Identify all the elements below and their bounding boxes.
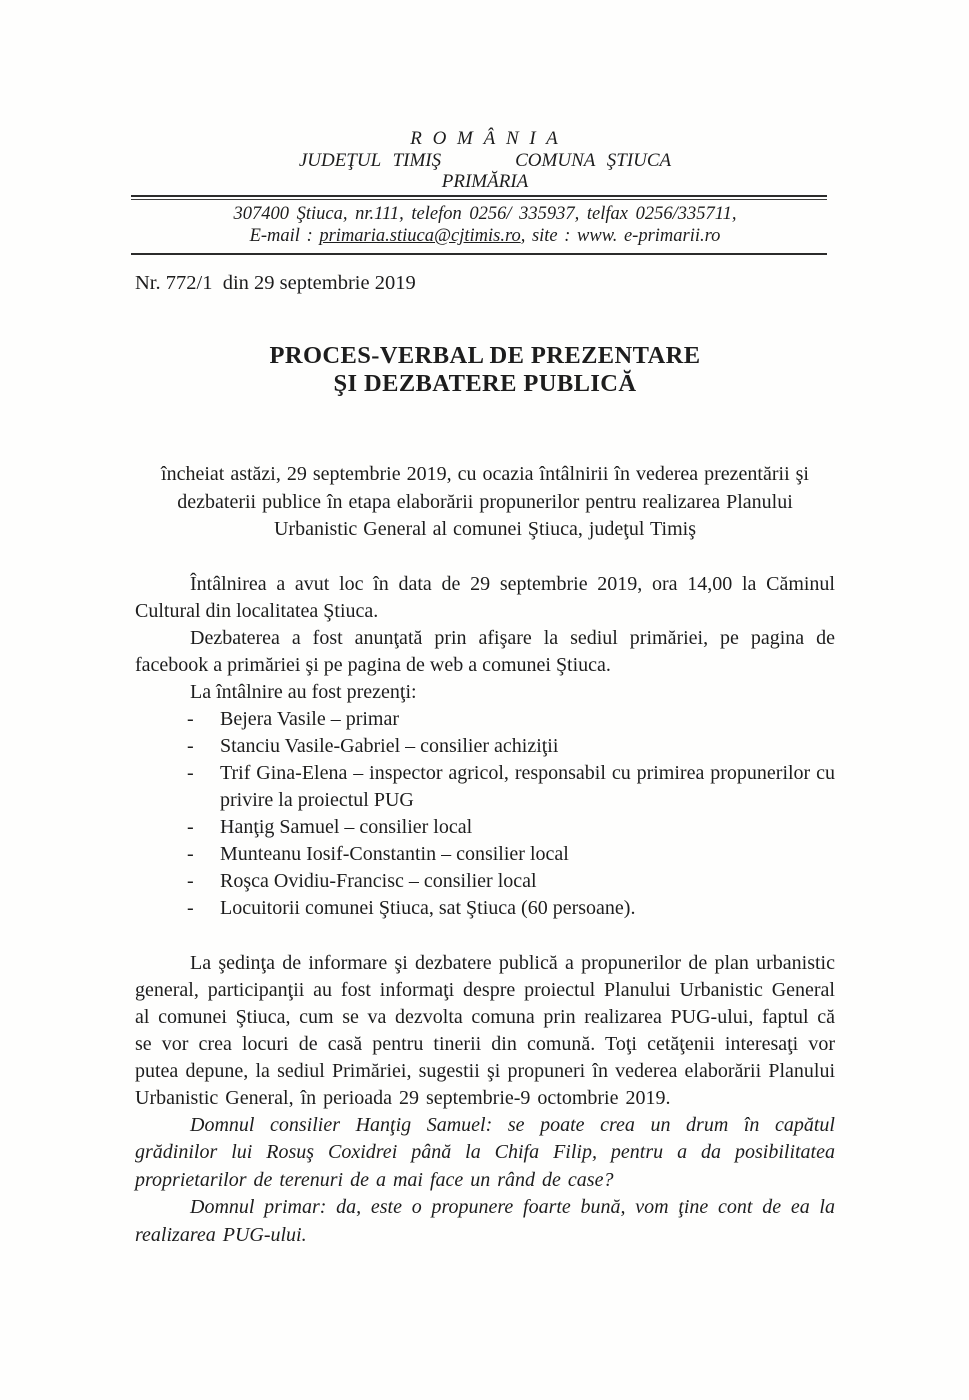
- letterhead-country: R O M Â N I A: [410, 128, 560, 149]
- paragraph-mayor-answer: Domnul primar: da, este o propunere foarte bună, vom ţine cont de ea la realizarea PUG-ului.: [135, 1196, 835, 1246]
- email-address: primaria.stiuca@cjtimis.ro: [319, 226, 521, 246]
- attendee-item: [135, 814, 835, 841]
- attendee-text: Munteanu Iosif-Constantin – consilier local: [220, 842, 569, 865]
- email-label: E-mail :: [249, 226, 320, 246]
- document-title-line2: ŞI DEZBATERE PUBLICĂ: [333, 370, 637, 397]
- list-dash: -: [187, 896, 194, 919]
- list-dash: -: [187, 707, 194, 730]
- paragraph-councilor-question: Domnul consilier Hanţig Samuel: se poate crea un drum în capătul grădinilor lui Rosuş Coxidrei până la Chifa Filip, pentru a da posibilitatea proprietarilor de terenuri de a mai face un rând de case?: [135, 1113, 835, 1191]
- list-dash: -: [187, 842, 194, 865]
- attendee-text: Locuitorii comunei Ştiuca, sat Ştiuca (60 persoane).: [220, 896, 636, 919]
- paragraph-attendees-lead: La întâlnire au fost prezenţi:: [190, 680, 417, 703]
- paragraph-meeting-place: Întâlnirea a avut loc în data de 29 septembrie 2019, ora 14,00 la Căminul Cultural din localitatea Ştiuca.: [135, 572, 835, 622]
- letterhead-office: PRIMĂRIA: [441, 171, 529, 192]
- paragraph-announcement: Dezbaterea a fost anunţată prin afişare la sediul primăriei, pe pagina de facebook a primăriei şi pe pagina de web a comunei Ştiuca.: [135, 626, 835, 676]
- attendee-text: Bejera Vasile – primar: [220, 707, 400, 730]
- attendee-text: Hanţig Samuel – consilier local: [220, 815, 473, 838]
- attendee-item: [135, 733, 835, 760]
- letterhead-commune: COMUNA ŞTIUCA: [515, 150, 672, 171]
- letterhead-divider-bottom: [131, 253, 827, 255]
- intro-paragraph: încheiat astăzi, 29 septembrie 2019, cu ocazia întâlnirii în vederea prezentării şi dezbaterii publice în etapa elaborării propunerilor pentru realizarea Planului Urbanistic General al comunei Ştiuca, judeţul Timiş: [161, 463, 809, 540]
- document-number: Nr. 772/1 din 29 septembrie 2019: [135, 272, 416, 294]
- website-text: , site : www. e-primarii.ro: [520, 226, 721, 246]
- attendee-item: [135, 868, 835, 895]
- attendee-text: Roşca Ovidiu-Francisc – consilier local: [220, 869, 537, 892]
- attendee-text: Trif Gina-Elena – inspector agricol, responsabil cu primirea propunerilor cu privire la proiectul PUG: [220, 761, 835, 811]
- letterhead-contact-line: [135, 225, 835, 247]
- attendee-item: [135, 706, 835, 733]
- list-dash: -: [187, 761, 194, 784]
- document-title-line1: PROCES-VERBAL DE PREZENTARE: [269, 342, 701, 369]
- list-dash: -: [187, 869, 194, 892]
- paragraph-session-summary: La şedinţa de informare şi dezbatere publică a propunerilor de plan urbanistic general, participanţii au fost informaţi despre proiectul Planului Urbanistic General al comunei Ştiuca, cum se va dezvolta comuna prin realizarea PUG-ului, faptul că se vor crea locuri de casă pentru tinerii din comună. Toţi cetăţenii interesaţi vor putea depune, la sediul Primăriei, sugestii şi propuneri în vederea elaborării Planului Urbanistic General, în perioada 29 septembrie-9 octombrie 2019.: [135, 951, 835, 1109]
- letterhead: [135, 128, 835, 255]
- attendee-item: [135, 760, 835, 814]
- list-dash: -: [187, 734, 194, 757]
- list-dash: -: [187, 815, 194, 838]
- letterhead-address: 307400 Ştiuca, nr.111, telefon 0256/ 335937, telfax 0256/335711,: [233, 204, 737, 224]
- attendee-item: [135, 895, 835, 922]
- document-title: [135, 342, 835, 398]
- letterhead-divider-top: [131, 195, 827, 200]
- attendees-list: [135, 706, 835, 922]
- attendee-text: Stanciu Vasile-Gabriel – consilier achiziţii: [220, 734, 559, 757]
- letterhead-county-commune: [135, 150, 835, 171]
- attendee-item: [135, 841, 835, 868]
- letterhead-county: JUDEŢUL TIMIŞ: [298, 150, 442, 171]
